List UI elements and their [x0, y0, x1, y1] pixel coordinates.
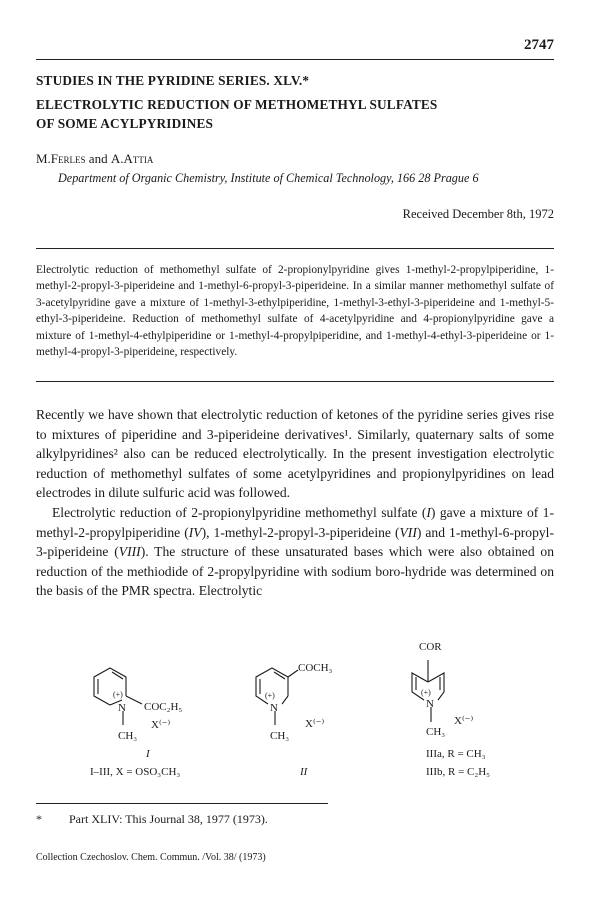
page-number: 2747: [524, 37, 554, 53]
acyl-substituent: COCH₃: [298, 662, 333, 674]
article-title-line-1: STUDIES IN THE PYRIDINE SERIES. XLV.*: [36, 73, 310, 88]
author-2: A.Attia: [110, 151, 154, 166]
nitrogen-label: N: [118, 702, 126, 714]
counterion: X⁽⁻⁾: [305, 718, 325, 730]
counterion: X⁽⁻⁾: [454, 715, 474, 727]
counterion-note: I–III, X = OSO₃CH₃: [90, 766, 181, 778]
footnote-text: Part XLIV: This Journal 38, 1977 (1973).: [69, 812, 268, 826]
n-methyl: CH₃: [270, 730, 290, 742]
counterion: X⁽⁻⁾: [151, 719, 171, 731]
authors: [36, 151, 153, 167]
journal-footer: Collection Czechoslov. Chem. Commun. /Vol. 38/ (1973): [36, 852, 266, 863]
charge-label: (+): [265, 691, 275, 700]
paragraph-1: Recently we have shown that electrolytic reduction of ketones of the pyridine series gives rise to mixtures of piperidine and 3-piperideine derivatives¹. Similarly, quaternary salts of some alkylpyridines² also can be reduced electrolytically. In the present investigation electrolytic reduction of methomethyl sulfates of some acetylpyridines and propionylpyridines on lead electrodes in dilute sulfuric acid was followed.: [36, 407, 554, 501]
author-1: M.Ferles: [36, 151, 86, 166]
compound-label-b: IIIb, R = C₂H₅: [426, 766, 490, 778]
abstract-bottom-rule: [36, 381, 554, 382]
body-text: [36, 405, 554, 601]
nitrogen-label: N: [270, 702, 278, 714]
compound-label-a: IIIa, R = CH₃: [426, 748, 486, 760]
chemical-structures: [0, 630, 600, 790]
acyl-substituent: COR: [419, 641, 442, 653]
header-rule: [36, 59, 554, 60]
abstract-top-rule: [36, 248, 554, 249]
compound-ref: VII: [399, 524, 417, 540]
abstract: Electrolytic reduction of methomethyl sulfate of 2-propionylpyridine gives 1-methyl-2-propylpiperidine, 1-methyl-2-propyl-3-piperideine and 1-methyl-6-propyl-3-piperideine. In a similar manner methomethyl sulfate of 3-acetylpyridine gave a mixture of 1-methyl-3-ethylpiperidine, 1-methyl-3-ethyl-3-piperideine and 1-methyl-5-ethyl-3-piperideine. Reduction of methomethyl sulfate of 4-acetylpyridine and 4-propionylpyridine gave a mixture of 1-methyl-4-ethylpiperidine or 1-methyl-4-propylpiperidine, and 1-methyl-4-ethyl-3-piperideine or 1-methyl-4-propyl-3-piperideine, respectively.: [36, 264, 554, 359]
footnote-marker: *: [36, 812, 42, 826]
n-methyl: CH₃: [426, 726, 446, 738]
n-methyl: CH₃: [118, 730, 138, 742]
received-date: Received December 8th, 1972: [402, 207, 554, 221]
footnote: [36, 812, 268, 827]
author-conjunction: and: [88, 151, 108, 166]
compound-ref: VIII: [118, 544, 141, 560]
compound-ref: I: [426, 504, 431, 520]
compound-label: I: [146, 748, 150, 760]
charge-label: (+): [113, 690, 123, 699]
structure-2-ring: [256, 668, 298, 725]
compound-label: II: [300, 766, 308, 778]
article-title-line-3: OF SOME ACYLPYRIDINES: [36, 116, 214, 131]
nitrogen-label: N: [426, 698, 434, 710]
acyl-substituent: COC₂H₅: [144, 701, 183, 713]
paragraph-2: Electrolytic reduction of 2-propionylpyridine methomethyl sulfate (I) gave a mixture of 1-methyl-2-propylpiperidine (IV), 1-methyl-2-propyl-3-piperideine (VII) and 1-methyl-6-propyl-3-piperideine (VIII). The structure of these unsaturated bases which were also obtained on reduction of the methiodide of 2-propylpyridine with sodium boro-hydride was determined on the basis of the PMR spectra. Electrolytic: [36, 504, 554, 599]
footnote-rule: [36, 803, 328, 804]
article-title-line-2: ELECTROLYTIC REDUCTION OF METHOMETHYL SULFATES: [36, 97, 438, 112]
affiliation: Department of Organic Chemistry, Institute of Chemical Technology, 166 28 Prague 6: [58, 171, 479, 185]
compound-ref: IV: [188, 524, 202, 540]
charge-label: (+): [421, 688, 431, 697]
